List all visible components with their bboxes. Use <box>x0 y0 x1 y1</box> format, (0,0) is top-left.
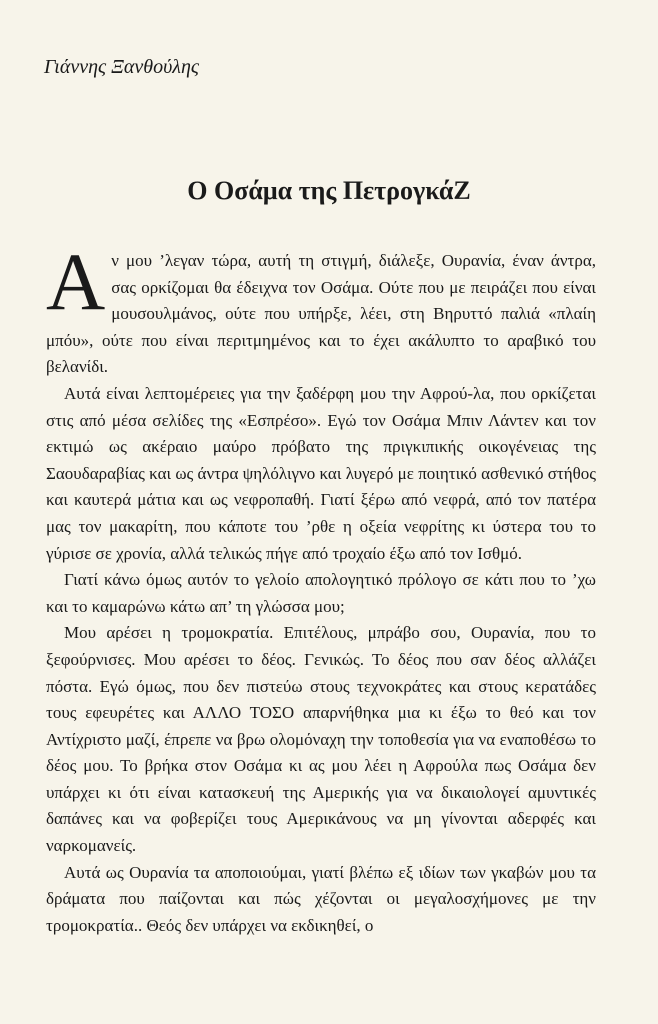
paragraph-5: Αυτά ως Ουρανία τα αποποιούμαι, γιατί βλέπω εξ ιδίων των γκαβών μου τα δράματα που παίζονται και πώς χέζονται οι μεγαλοσχήμονες με την τρομοκρατία.. Θεός δεν υπάρχει να εκδικηθεί, ο <box>46 862 596 935</box>
paragraph-3: Γιατί κάνω όμως αυτόν το γελοίο απολογητικό πρόλογο σε κάτι που το ’χω και το καμαρώνω κάτω απ’ τη γλώσσα μου; <box>46 570 596 616</box>
paragraph-1 <box>46 236 596 381</box>
drop-cap: Α <box>46 236 106 327</box>
chapter-title: Ο Οσάμα της ΠετρογκάΖ <box>187 176 471 205</box>
paragraph-4: Μου αρέσει η τρομοκρατία. Επιτέλους, μπράβο σου, Ουρανία, που το ξεφούρνισες. Μου αρέσει το δέος. Γενικώς. Το δέος που σαν δέος αλλάζει πόστα. Εγώ όμως, που δεν πιστεύω στους τεχνοκράτες και στους κερατάδες τους εφευρέτες και ΑΛΛΟ ΤΟΣΟ απαρνήθηκα μια κι έξω το θεό και τον Αντίχριστο μαζί, έπρεπε να βρω ολομόναχη την τοποθεσία για να εναποθέσω το δέος μου. Το βρήκα στον Οσάμα κι ας μου λέει η Αφρούλα πως Οσάμα δεν υπάρχει κι ότι είναι κατασκευή της Αμερικής για να δικαιολογεί αμυντικές δαπάνες και να φοβερίζει τους Αμερικάνους να μη γίνονται αδερφές και ναρκομανείς. <box>46 623 596 856</box>
chapter-body <box>46 236 596 939</box>
running-header-author: Γιάννης Ξανθούλης <box>44 56 199 78</box>
paragraph-2: Αυτά είναι λεπτομέρειες για την ξαδέρφη μου την Αφρού-λα, που ορκίζεται στις από μέσα σελίδες της «Εσπρέσο». Εγώ τον Οσάμα Μπιν Λάντεν και τον εκτιμώ ως ακέραιο μαύρο πρόβατο της πριγκιπικής οικογένειας της Σαουδαραβίας και ως άντρα ψηλόλιγνο και λυγερό με ποιητικό ασθενικό στήθος και καυτερά μάτια και ως νεφροπαθή. Γιατί ξέρω από νεφρά, από τον πατέρα μας τον μακαρίτη, που κάποτε του ’ρθε η οξεία νεφρίτης κι ύστερα του το γύρισε σε χρονία, αλλά τελικώς πήγε από τροχαίο έξω από τον Ισθμό. <box>46 383 596 563</box>
paragraph-text: ν μου ’λεγαν τώρα, αυτή τη στιγμή, διάλεξε, Ουρανία, έναν άντρα, σας ορκίζομαι θα έδειχνα τον Οσάμα. Ούτε που με πειράζει που είναι μουσουλμάνος, ούτε που υπήρξε, λέει, στη Βηρυττό παλιά «πλαίη μπόυ», ούτε που είναι περιτμημένος και το έχει ακάλυπτο το αραβικό του βελανίδι. <box>46 251 596 377</box>
